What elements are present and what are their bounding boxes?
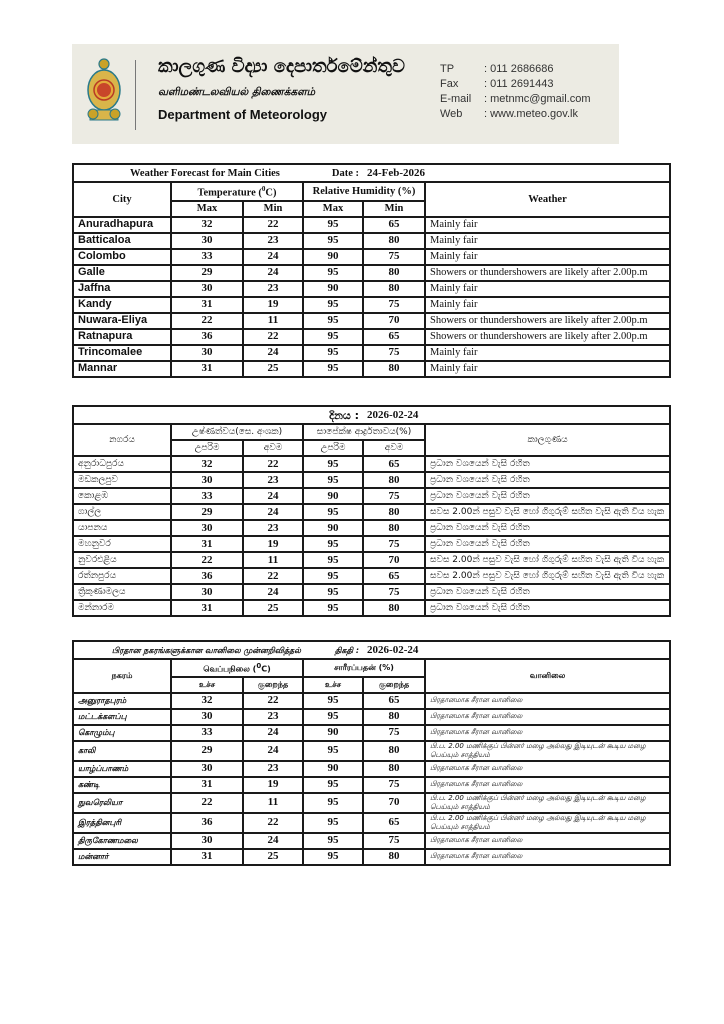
contact-info: [440, 62, 591, 122]
temp-min-cell: 24: [243, 488, 303, 504]
temp-max-cell: 30: [171, 233, 243, 249]
humidity-max-cell: 95: [303, 265, 363, 281]
temp-min-cell: 24: [243, 833, 303, 849]
city-cell: Trincomalee: [73, 345, 171, 361]
humidity-min-cell: 75: [363, 536, 425, 552]
col-city-header: නගරය: [73, 424, 171, 456]
divider: [135, 60, 136, 130]
humidity-min-cell: 65: [363, 456, 425, 472]
col-weather-header: வானிலை: [425, 659, 670, 693]
letterhead: [72, 44, 619, 144]
weather-cell: සවස 2.00න් පසුව වැසි හෝ ගිගුරුම් සහිත වැසි ඇති විය හැක: [425, 504, 670, 520]
weather-cell: பி.ப. 2.00 மணிக்குப் பின்னர் மழை அல்லது இடியுடன் கூடிய மழை பெய்யும் சாத்தியம்: [425, 741, 670, 761]
table-row: [73, 361, 670, 377]
city-cell: යාපනය: [73, 520, 171, 536]
city-cell: මන්නාරම: [73, 600, 171, 616]
table-title: பிரதான நகரங்களுக்கான வானிலை முன்னறிவித்தல் திகதி :: [73, 641, 363, 659]
temp-max-cell: 30: [171, 472, 243, 488]
col-city-header: City: [73, 182, 171, 217]
weather-cell: பி.ப. 2.00 மணிக்குப் பின்னர் மழை அல்லது இடியுடன் கூடிய மழை பெய்யும் சாத்தியம்: [425, 793, 670, 813]
weather-cell: பிரதானமாக சீரான வானிலை: [425, 833, 670, 849]
humidity-max-header: උපරිම: [303, 440, 363, 456]
contact-email: E-mail : metnmc@gmail.com: [440, 93, 591, 105]
city-cell: Kandy: [73, 297, 171, 313]
org-name-sinhala: කාලගුණ විද්‍යා දෙපාර්තමේන්තුව: [158, 56, 405, 77]
table-row: [73, 536, 670, 552]
weather-cell: பிரதானமாக சீரான வானிலை: [425, 709, 670, 725]
table-row: [73, 249, 670, 265]
col-humidity-header: Relative Humidity (%): [303, 182, 425, 201]
table-row: [73, 813, 670, 833]
table-row: [73, 584, 670, 600]
table-body: [73, 456, 670, 616]
weather-cell: Showers or thundershowers are likely after 2.00p.m: [425, 265, 670, 281]
table-body: [73, 217, 670, 377]
temp-min-cell: 22: [243, 329, 303, 345]
temp-max-cell: 29: [171, 741, 243, 761]
humidity-min-cell: 75: [363, 833, 425, 849]
humidity-max-cell: 95: [303, 709, 363, 725]
table-row: [73, 504, 670, 520]
city-cell: නුවරඑළිය: [73, 552, 171, 568]
temp-min-cell: 22: [243, 693, 303, 709]
contact-web: Web : www.meteo.gov.lk: [440, 108, 578, 120]
temp-min-cell: 19: [243, 777, 303, 793]
temp-min-cell: 22: [243, 456, 303, 472]
humidity-min-cell: 80: [363, 265, 425, 281]
weather-cell: Mainly fair: [425, 233, 670, 249]
humidity-max-cell: 90: [303, 281, 363, 297]
temp-max-cell: 33: [171, 725, 243, 741]
humidity-min-cell: 65: [363, 329, 425, 345]
humidity-min-header: Min: [363, 201, 425, 217]
humidity-max-cell: 95: [303, 600, 363, 616]
humidity-min-cell: 80: [363, 504, 425, 520]
table-row: [73, 217, 670, 233]
humidity-max-cell: 95: [303, 297, 363, 313]
weather-cell: Mainly fair: [425, 297, 670, 313]
city-cell: Galle: [73, 265, 171, 281]
weather-cell: සවස 2.00න් පසුව වැසි හෝ ගිගුරුම් සහිත වැසි ඇති විය හැක: [425, 552, 670, 568]
table-row: [73, 233, 670, 249]
col-temperature-header: வெப்பநிலை ($^0$C): [171, 659, 303, 677]
temp-max-cell: 32: [171, 693, 243, 709]
humidity-max-header: உச்ச: [303, 677, 363, 693]
humidity-max-cell: 95: [303, 504, 363, 520]
city-cell: யாழ்ப்பாணம்: [73, 761, 171, 777]
city-cell: මහනුවර: [73, 536, 171, 552]
city-cell: Nuwara-Eliya: [73, 313, 171, 329]
table-row: [73, 777, 670, 793]
humidity-max-cell: 95: [303, 741, 363, 761]
temp-max-header: உச்ச: [171, 677, 243, 693]
temp-min-cell: 23: [243, 472, 303, 488]
city-cell: மட்டக்களப்பு: [73, 709, 171, 725]
table-row: [73, 456, 670, 472]
temp-min-cell: 19: [243, 536, 303, 552]
table-row: [73, 472, 670, 488]
temp-min-cell: 11: [243, 793, 303, 813]
org-name-tamil: வளிமண்டலவியல் திணைக்களம்: [158, 86, 316, 98]
weather-cell: ප්‍රධාන වශයෙන් වැසි රහිත: [425, 600, 670, 616]
temp-min-cell: 23: [243, 761, 303, 777]
humidity-max-cell: 90: [303, 725, 363, 741]
humidity-max-cell: 90: [303, 520, 363, 536]
humidity-min-cell: 80: [363, 761, 425, 777]
humidity-min-cell: 70: [363, 793, 425, 813]
humidity-min-cell: 65: [363, 813, 425, 833]
table-row: [73, 693, 670, 709]
humidity-min-cell: 75: [363, 249, 425, 265]
temp-max-cell: 30: [171, 281, 243, 297]
humidity-min-header: குறைந்த: [363, 677, 425, 693]
date-label: දිනය :: [73, 406, 363, 424]
humidity-max-cell: 95: [303, 345, 363, 361]
temp-max-cell: 32: [171, 456, 243, 472]
temp-min-cell: 23: [243, 520, 303, 536]
date-label: Date :: [331, 167, 360, 179]
humidity-min-header: අවම: [363, 440, 425, 456]
humidity-max-cell: 90: [303, 488, 363, 504]
temp-max-cell: 22: [171, 552, 243, 568]
humidity-max-cell: 95: [303, 329, 363, 345]
date-label: திகதி :: [334, 645, 360, 655]
humidity-max-cell: 95: [303, 584, 363, 600]
city-cell: ගාල්ල: [73, 504, 171, 520]
humidity-max-cell: 95: [303, 568, 363, 584]
table-row: [73, 488, 670, 504]
temp-max-cell: 33: [171, 249, 243, 265]
temp-min-cell: 24: [243, 504, 303, 520]
humidity-min-cell: 80: [363, 233, 425, 249]
humidity-max-header: Max: [303, 201, 363, 217]
humidity-min-cell: 65: [363, 217, 425, 233]
humidity-min-cell: 65: [363, 693, 425, 709]
col-city-header: நகரம்: [73, 659, 171, 693]
city-cell: இரத்தினபுரி: [73, 813, 171, 833]
table-row: [73, 725, 670, 741]
humidity-min-cell: 75: [363, 345, 425, 361]
table-row: [73, 329, 670, 345]
temp-min-cell: 25: [243, 600, 303, 616]
humidity-min-cell: 75: [363, 584, 425, 600]
temp-min-cell: 23: [243, 709, 303, 725]
humidity-min-cell: 75: [363, 297, 425, 313]
weather-cell: ප්‍රධාන වශයෙන් වැසි රහිත: [425, 456, 670, 472]
temp-max-cell: 30: [171, 584, 243, 600]
forecast-table-english: [72, 163, 671, 378]
weather-cell: பி.ப. 2.00 மணிக்குப் பின்னர் மழை அல்லது இடியுடன் கூடிய மழை பெய்யும் சாத்தியம்: [425, 813, 670, 833]
weather-cell: Showers or thundershowers are likely after 2.00p.m: [425, 329, 670, 345]
humidity-max-cell: 95: [303, 552, 363, 568]
table-row: [73, 600, 670, 616]
temp-min-header: අවම: [243, 440, 303, 456]
weather-cell: பிரதானமாக சீரான வானிலை: [425, 761, 670, 777]
weather-cell: ප්‍රධාන වශයෙන් වැසි රහිත: [425, 536, 670, 552]
humidity-max-cell: 95: [303, 233, 363, 249]
forecast-date: 24-Feb-2026: [363, 164, 670, 182]
table-row: [73, 568, 670, 584]
forecast-table-sinhala: [72, 405, 671, 617]
humidity-min-cell: 80: [363, 849, 425, 865]
temp-min-cell: 24: [243, 741, 303, 761]
city-cell: Batticaloa: [73, 233, 171, 249]
city-cell: අනුරාධපුරය: [73, 456, 171, 472]
city-cell: මඩකලපුව: [73, 472, 171, 488]
table-row: [73, 313, 670, 329]
temp-min-cell: 23: [243, 281, 303, 297]
temp-max-cell: 33: [171, 488, 243, 504]
table-row: [73, 761, 670, 777]
temp-min-cell: 19: [243, 297, 303, 313]
temp-min-cell: 25: [243, 361, 303, 377]
humidity-max-cell: 95: [303, 361, 363, 377]
temp-min-cell: 11: [243, 313, 303, 329]
temp-max-cell: 31: [171, 777, 243, 793]
temp-min-cell: 11: [243, 552, 303, 568]
city-cell: அனுராதபுரம்: [73, 693, 171, 709]
weather-cell: Mainly fair: [425, 361, 670, 377]
temp-max-cell: 29: [171, 504, 243, 520]
humidity-min-cell: 80: [363, 472, 425, 488]
humidity-max-cell: 95: [303, 849, 363, 865]
humidity-max-cell: 95: [303, 793, 363, 813]
humidity-max-cell: 95: [303, 456, 363, 472]
weather-cell: ප්‍රධාන වශයෙන් වැසි රහිත: [425, 488, 670, 504]
table-row: [73, 297, 670, 313]
humidity-max-cell: 90: [303, 249, 363, 265]
humidity-max-cell: 90: [303, 761, 363, 777]
humidity-min-cell: 80: [363, 741, 425, 761]
temp-max-cell: 29: [171, 265, 243, 281]
city-cell: ත්‍රිකුණාමලය: [73, 584, 171, 600]
weather-cell: ප්‍රධාන වශයෙන් වැසි රහිත: [425, 472, 670, 488]
temp-max-cell: 36: [171, 329, 243, 345]
temp-min-cell: 24: [243, 345, 303, 361]
table-row: [73, 520, 670, 536]
temp-max-cell: 22: [171, 793, 243, 813]
city-cell: Colombo: [73, 249, 171, 265]
humidity-max-cell: 95: [303, 833, 363, 849]
humidity-max-cell: 95: [303, 536, 363, 552]
temp-max-header: Max: [171, 201, 243, 217]
table-row: [73, 833, 670, 849]
humidity-min-cell: 75: [363, 725, 425, 741]
humidity-min-cell: 75: [363, 488, 425, 504]
col-weather-header: Weather: [425, 182, 670, 217]
humidity-min-cell: 80: [363, 281, 425, 297]
temp-max-cell: 31: [171, 849, 243, 865]
table-row: [73, 849, 670, 865]
humidity-max-cell: 95: [303, 777, 363, 793]
weather-cell: ප්‍රධාන වශයෙන් වැසි රහිත: [425, 520, 670, 536]
weather-cell: සවස 2.00න් පසුව වැසි හෝ ගිගුරුම් සහිත වැසි ඇති විය හැක: [425, 568, 670, 584]
sri-lanka-emblem-icon: [84, 56, 124, 126]
humidity-max-cell: 95: [303, 313, 363, 329]
temp-max-cell: 22: [171, 313, 243, 329]
org-name-english: Department of Meteorology: [158, 107, 328, 122]
temp-max-cell: 30: [171, 520, 243, 536]
temp-min-cell: 23: [243, 233, 303, 249]
table-row: [73, 793, 670, 813]
temp-max-cell: 32: [171, 217, 243, 233]
temp-max-cell: 31: [171, 600, 243, 616]
col-humidity-header: சாரீரப்பதன் (%): [303, 659, 425, 677]
table-row: [73, 741, 670, 761]
city-cell: கண்டி: [73, 777, 171, 793]
weather-cell: Mainly fair: [425, 217, 670, 233]
col-temperature-header: Temperature ($^0$C): [171, 182, 303, 201]
city-cell: நுவரெலியா: [73, 793, 171, 813]
humidity-min-cell: 80: [363, 600, 425, 616]
humidity-min-cell: 80: [363, 361, 425, 377]
forecast-date: 2026-02-24: [363, 641, 670, 659]
humidity-min-cell: 80: [363, 709, 425, 725]
table-body: [73, 693, 670, 865]
table-row: [73, 265, 670, 281]
city-cell: Anuradhapura: [73, 217, 171, 233]
temp-max-cell: 30: [171, 761, 243, 777]
city-cell: திருகோணமலை: [73, 833, 171, 849]
temp-max-header: උපරිම: [171, 440, 243, 456]
table-row: [73, 281, 670, 297]
city-cell: Ratnapura: [73, 329, 171, 345]
contact-fax: Fax : 011 2691443: [440, 78, 554, 90]
temp-min-cell: 22: [243, 813, 303, 833]
weather-cell: ප්‍රධාන වශයෙන් වැසි රහිත: [425, 584, 670, 600]
city-cell: Jaffna: [73, 281, 171, 297]
weather-cell: பிரதானமாக சீரான வானிலை: [425, 849, 670, 865]
contact-phone: TP : 011 2686686: [440, 63, 554, 75]
city-cell: மன்னார்: [73, 849, 171, 865]
city-cell: காலி: [73, 741, 171, 761]
weather-cell: Mainly fair: [425, 281, 670, 297]
city-cell: රත්නපුරය: [73, 568, 171, 584]
temp-max-cell: 31: [171, 536, 243, 552]
temp-max-cell: 31: [171, 297, 243, 313]
city-cell: කොළඹ: [73, 488, 171, 504]
humidity-min-cell: 70: [363, 313, 425, 329]
temp-max-cell: 30: [171, 345, 243, 361]
table-row: [73, 552, 670, 568]
temp-min-cell: 22: [243, 568, 303, 584]
weather-cell: பிரதானமாக சீரான வானிலை: [425, 777, 670, 793]
temp-max-cell: 30: [171, 709, 243, 725]
forecast-date: 2026-02-24: [363, 406, 670, 424]
humidity-max-cell: 95: [303, 813, 363, 833]
col-weather-header: කාලගුණය: [425, 424, 670, 456]
temp-max-cell: 36: [171, 813, 243, 833]
temp-min-cell: 24: [243, 249, 303, 265]
humidity-max-cell: 95: [303, 693, 363, 709]
weather-cell: Mainly fair: [425, 345, 670, 361]
temp-max-cell: 30: [171, 833, 243, 849]
city-cell: கொழும்பு: [73, 725, 171, 741]
temp-min-header: Min: [243, 201, 303, 217]
weather-cell: Showers or thundershowers are likely after 2.00p.m: [425, 313, 670, 329]
col-temperature-header: උෂ්ණත්වය(සෙ. අංශක): [171, 424, 303, 440]
temp-max-cell: 36: [171, 568, 243, 584]
col-humidity-header: සාපේක්ෂ ආර්ද්‍රතාවය(%): [303, 424, 425, 440]
temp-min-cell: 25: [243, 849, 303, 865]
temp-max-cell: 31: [171, 361, 243, 377]
temp-min-cell: 24: [243, 584, 303, 600]
table-row: [73, 345, 670, 361]
temp-min-cell: 24: [243, 725, 303, 741]
table-title: Weather Forecast for Main Cities Date :: [73, 164, 363, 182]
temp-min-header: குறைந்த: [243, 677, 303, 693]
weather-cell: பிரதானமாக சீரான வானிலை: [425, 725, 670, 741]
temp-min-cell: 22: [243, 217, 303, 233]
table-row: [73, 709, 670, 725]
humidity-min-cell: 80: [363, 520, 425, 536]
weather-cell: பிரதானமாக சீரான வானிலை: [425, 693, 670, 709]
humidity-min-cell: 75: [363, 777, 425, 793]
weather-cell: Mainly fair: [425, 249, 670, 265]
city-cell: Mannar: [73, 361, 171, 377]
humidity-max-cell: 95: [303, 472, 363, 488]
temp-min-cell: 24: [243, 265, 303, 281]
humidity-max-cell: 95: [303, 217, 363, 233]
humidity-min-cell: 65: [363, 568, 425, 584]
humidity-min-cell: 70: [363, 552, 425, 568]
forecast-table-tamil: [72, 640, 671, 866]
